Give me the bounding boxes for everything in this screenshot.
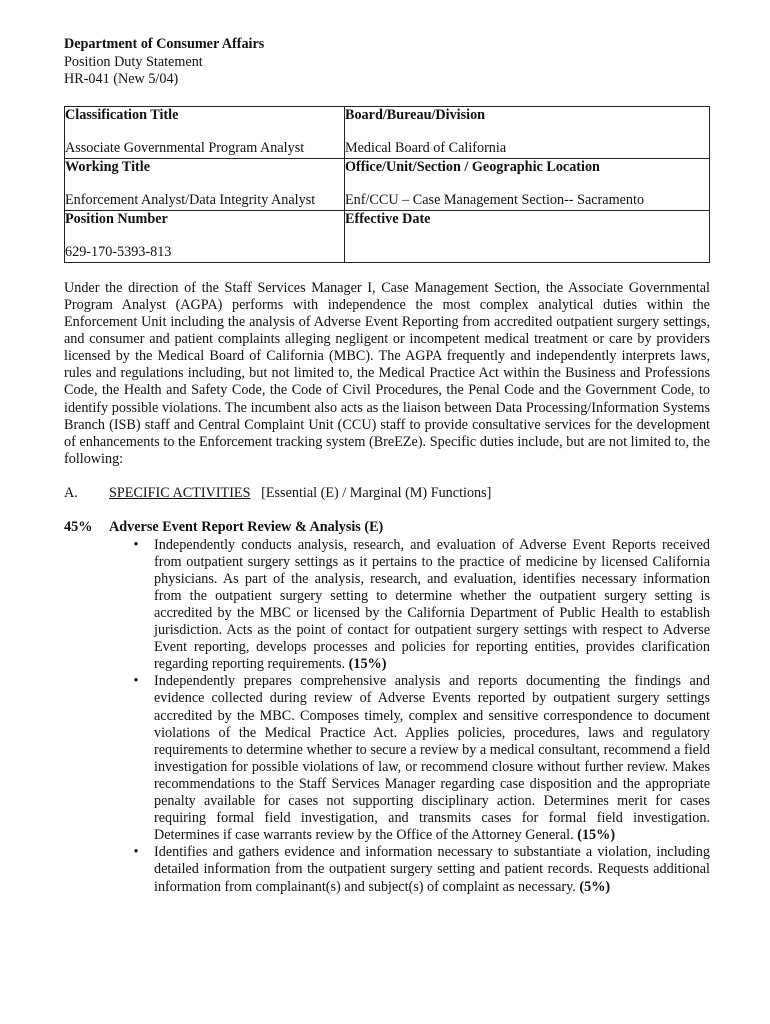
office-value: Enf/CCU – Case Management Section-- Sacramento [345, 192, 645, 208]
duty-percent: (15%) [577, 827, 616, 844]
duty-statement-page [64, 36, 710, 896]
bullet-icon: • [133, 844, 139, 861]
working-title-label: Working Title [65, 158, 151, 175]
office-label: Office/Unit/Section / Geographic Location [345, 158, 600, 175]
duty-percent: (5%) [579, 878, 611, 895]
position-number-value: 629-170-5393-813 [65, 244, 172, 260]
form-number: HR-041 (New 5/04) [64, 71, 179, 87]
working-title-cell [65, 158, 345, 210]
list-item [133, 536, 710, 674]
list-item [133, 844, 710, 895]
section-title: SPECIFIC ACTIVITIES [109, 485, 251, 502]
duty-text: Identifies and gathers evidence and information necessary to substantiate a violation, including detailed information from the outpatient surgery setting and patient records. Requests additional information from complainant(s) and subject(s) of complaint as necessary. [154, 844, 710, 895]
section-a-heading [64, 485, 710, 502]
position-number-label: Position Number [65, 210, 168, 227]
board-cell [345, 106, 710, 158]
section-letter: A. [64, 485, 78, 502]
position-info-table [64, 106, 710, 263]
working-title-value: Enforcement Analyst/Data Integrity Analyst [65, 192, 316, 208]
classification-title-value: Associate Governmental Program Analyst [65, 140, 305, 156]
duty-list [64, 537, 710, 896]
intro-paragraph: Under the direction of the Staff Services Manager I, Case Management Section, the Associate Governmental Program Analyst (AGPA) performs with independence the most complex analytical duties within the Enforcement Unit including the analysis of Adverse Event Reporting from accredited outpatient surgery settings, and consumer and patient complaints alleging negligent or incompetent medical treatment or care by providers licensed by the Medical Board of California (MBC). The AGPA frequently and independently interprets laws, rules and regulations including, but not limited to, the Medical Practice Act within the Business and Professions Code, the Health and Safety Code, the Code of Civil Procedures, the Penal Code and the Government Code, to identify possible violations. The incumbent also acts as the liaison between Data Processing/Information Systems Branch (ISB) staff and Central Complaint Unit (CCU) staff to provide consultative services for the development of enhancements to the Enforcement tracking system (BreEZe). Specific duties include, but are not limited to, the following: [64, 279, 710, 468]
duty-percent: (15%) [348, 656, 387, 673]
duty-group-title: Adverse Event Report Review & Analysis (E) [109, 519, 384, 536]
classification-title-cell [65, 106, 345, 158]
effective-date-cell [345, 210, 710, 262]
effective-date-label: Effective Date [345, 210, 431, 227]
position-number-cell [65, 210, 345, 262]
duty-group-heading [64, 519, 710, 536]
effective-date-value [345, 244, 706, 262]
list-item [133, 673, 710, 844]
bullet-icon: • [133, 673, 139, 690]
duty-text: Independently conducts analysis, research, and evaluation of Adverse Event Reports received from outpatient surgery settings as it pertains to the practice of medicine by licensed California physicians. As part of the analysis, research, and evaluation, identifies necessary information from the outpatient surgery setting to determine whether the outpatient surgery setting is accredited by the MBC or licensed by the California Department of Public Health to establish jurisdiction. Acts as the point of contact for outpatient surgery settings with respect to Adverse Event reporting, develops processes and policies for reporting entities, provides clarification regarding reporting requirements. [154, 536, 710, 673]
board-value: Medical Board of California [345, 140, 507, 156]
section-subtitle: [Essential (E) / Marginal (M) Functions] [261, 485, 492, 502]
department-name: Department of Consumer Affairs [64, 36, 265, 52]
classification-title-label: Classification Title [65, 106, 179, 123]
document-header [64, 36, 710, 89]
bullet-icon: • [133, 536, 139, 553]
document-title: Position Duty Statement [64, 53, 203, 70]
board-label: Board/Bureau/Division [345, 106, 486, 123]
duty-text: Independently prepares comprehensive analysis and reports documenting the findings and evidence collected during review of Adverse Events reported by outpatient surgery settings accredited by the MBC. Composes timely, complex and sensitive correspondence to document violations of the Medical Practice Act. Applies policies, procedures, laws and regulatory requirements to determine whether to secure a review by a medical consultant, recommend a field investigation for possible violations of law, or recommend closure without further review. Makes recommendations to the Staff Services Manager regarding case disposition and the appropriate penalty available for cases not supporting disciplinary action. Determines merit for cases requiring formal field investigation, and transmits cases for formal field investigation. Determines if case warrants review by the Office of the Attorney General. [154, 673, 710, 844]
office-cell [345, 158, 710, 210]
duty-group-percent: 45% [64, 519, 93, 536]
